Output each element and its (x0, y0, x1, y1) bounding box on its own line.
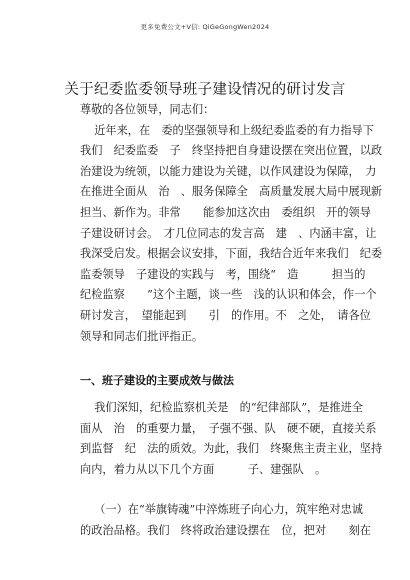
section-heading: 一、班子建设的主要成效与做法 (80, 374, 234, 387)
paragraph-line: 我深受启发。根据会议安排，下面，我结合近年来我们 纪委 (80, 247, 383, 261)
body-section-achievements (80, 398, 383, 480)
body-section-subpoint (80, 500, 380, 541)
paragraph-line: 担当、新作为。非常 能参加这次由 委组织 开的领导 (80, 205, 371, 219)
paragraph-line: 到监督 纪 法的质效。为此，我们 终聚焦主责主业，坚持 (80, 442, 383, 456)
paragraph-line: 在推进全面从 治 、服务保障全 高质量发展大局中展现新 (80, 185, 383, 199)
paragraph-line: 研讨发言， 望能起到 引 的作用。不 之处， 请各位 (80, 308, 371, 322)
salutation: 尊敬的各位领导，同志们： (80, 103, 215, 116)
paragraph-line: 我们 纪委监委 子 终坚持把自身建设摆在突出位置，以政 (80, 144, 383, 158)
paragraph-line: 监委领导 子建设的实践与 考，围绕“ 造 担当的 (80, 267, 366, 281)
paragraph-line: 纪检监察 ”这个主题，谈一些 浅的认识和体会，作一个 (80, 288, 377, 302)
paragraph-line: 治建设为统领，以能力建设为关键，以作风建设为保障， 力 (80, 164, 377, 178)
paragraph-line: 近年来，在 委的坚强领导和上级纪委监委的有力指导下 (80, 123, 374, 137)
header-watermark-note: 更多免费公文+V信: QiGeGongWen2024 (140, 23, 270, 31)
document-title: 关于纪委监委领导班子建设情况的研讨发言 (64, 82, 346, 98)
paragraph-line: 向内，着力从以下几个方面 子、建强队 。 (80, 462, 327, 476)
paragraph-line: （一）在“举旗铸魂”中淬炼班子向心力，筑牢绝对忠诚 (80, 503, 363, 516)
paragraph-line: 领导和同志们批评指正。 (80, 329, 204, 343)
paragraph-line: 我们深知，纪检监察机关是 的“纪律部队”，是推进全 (80, 401, 363, 414)
paragraph-line: 的政治品格。我们 终将政治建设摆在 位，把对 刻在 (80, 523, 371, 537)
paragraph-line: 面从 治 的重要力量， 子强不强、队 硬不硬，直接关系 (80, 421, 377, 435)
paragraph-line: 子建设研讨会。 才几位同志的发言高 建 、内涵丰富，让 (80, 226, 377, 240)
body-section-intro (80, 100, 383, 347)
